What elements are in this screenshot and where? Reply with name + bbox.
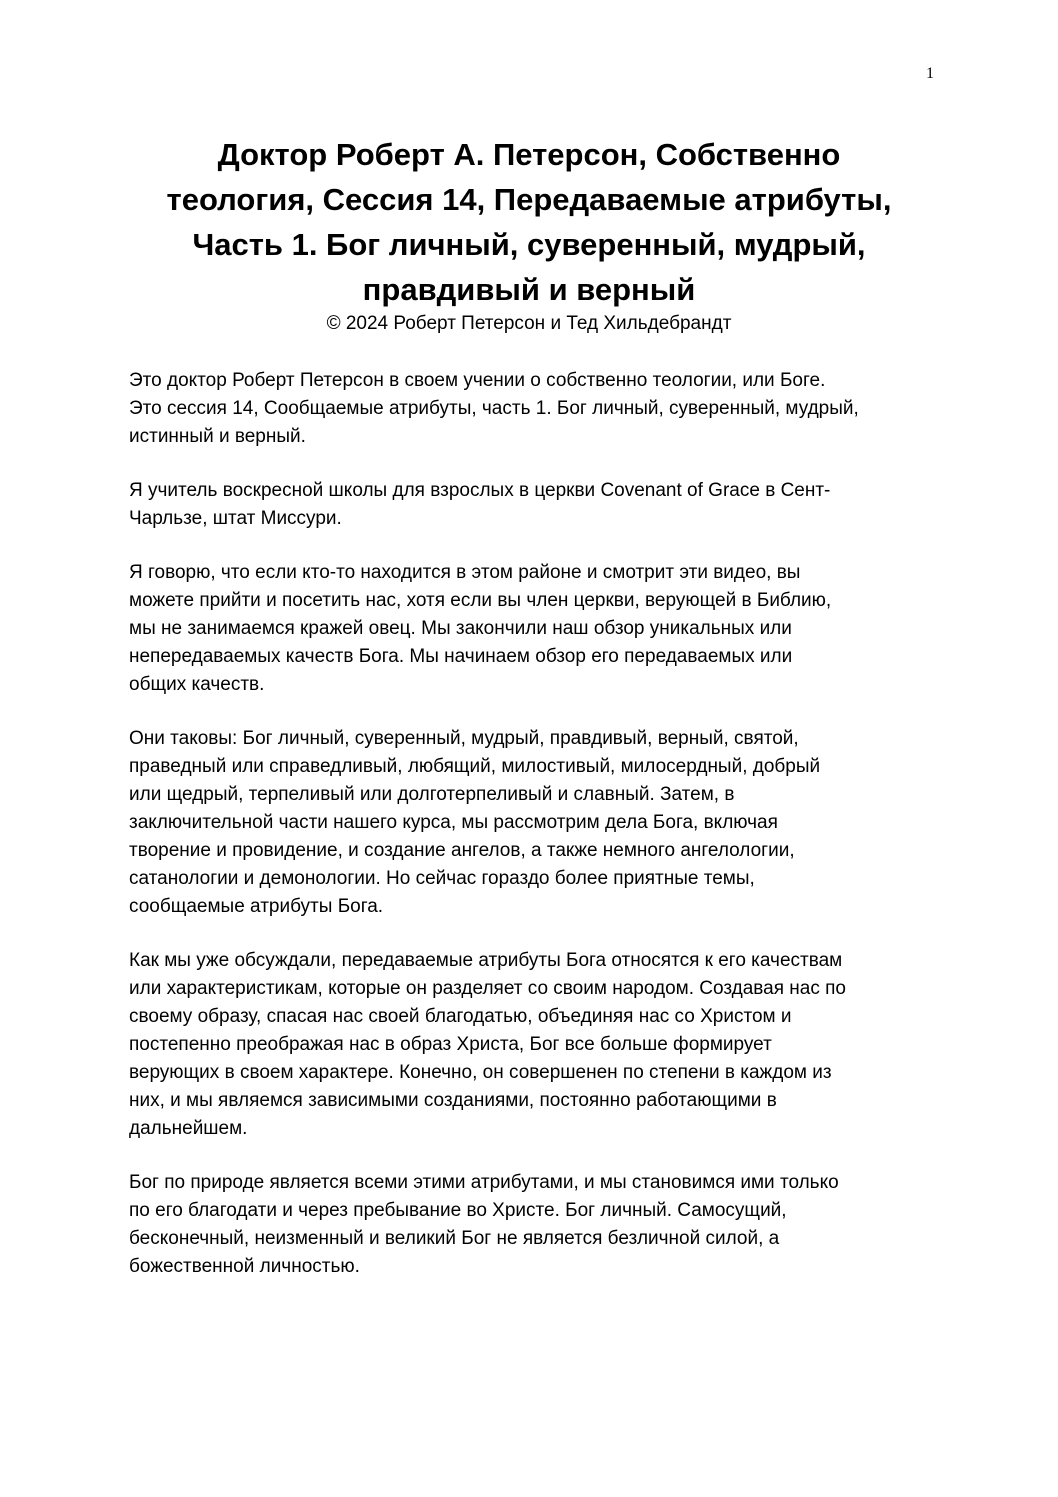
body-paragraph (129, 477, 929, 533)
page-number: 1 (926, 65, 934, 82)
paragraph-line: сообщаемые атрибуты Бога. (129, 896, 384, 917)
paragraph-line: Это сессия 14, Сообщаемые атрибуты, часть 1. Бог личный, суверенный, мудрый, (129, 398, 859, 419)
title-line: правдивый и верный (362, 272, 696, 307)
body-paragraph (129, 1169, 929, 1281)
paragraph-line: сатанологии и демонологии. Но сейчас гораздо более приятные темы, (129, 868, 755, 889)
title-line: Часть 1. Бог личный, суверенный, мудрый, (192, 227, 866, 262)
paragraph-line: них, и мы являемся зависимыми созданиями, постоянно работающими в (129, 1090, 777, 1111)
paragraph-line: можете прийти и посетить нас, хотя если вы член церкви, верующей в Библию, (129, 590, 832, 611)
body-paragraph (129, 367, 929, 451)
paragraph-line: заключительной части нашего курса, мы рассмотрим дела Бога, включая (129, 812, 778, 833)
body-paragraph (129, 725, 929, 921)
paragraph-line: Я учитель воскресной школы для взрослых в церкви Covenant of Grace в Сент- (129, 480, 831, 501)
paragraph-line: Они таковы: Бог личный, суверенный, мудрый, правдивый, верный, святой, (129, 728, 799, 749)
document-title (129, 132, 929, 312)
paragraph-line: непередаваемых качеств Бога. Мы начинаем обзор его передаваемых или (129, 646, 793, 667)
title-line: теология, Сессия 14, Передаваемые атрибуты, (166, 182, 892, 217)
paragraph-line: праведный или справедливый, любящий, милостивый, милосердный, добрый (129, 756, 821, 777)
body-paragraph (129, 947, 929, 1143)
title-line: Доктор Роберт А. Петерсон, Собственно (217, 137, 841, 172)
paragraph-line: дальнейшем. (129, 1118, 248, 1139)
paragraph-line: постепенно преображая нас в образ Христа, Бог все больше формирует (129, 1034, 772, 1055)
paragraph-line: общих качеств. (129, 674, 265, 695)
paragraph-line: по его благодати и через пребывание во Христе. Бог личный. Самосущий, (129, 1200, 787, 1221)
paragraph-line: Как мы уже обсуждали, передаваемые атрибуты Бога относятся к его качествам (129, 950, 843, 971)
paragraph-line: Бог по природе является всеми этими атрибутами, и мы становимся ими только (129, 1172, 839, 1193)
paragraph-line: верующих в своем характере. Конечно, он совершенен по степени в каждом из (129, 1062, 832, 1083)
paragraph-line: бесконечный, неизменный и великий Бог не является безличной силой, а (129, 1228, 780, 1249)
paragraph-line: или характеристикам, которые он разделяет со своим народом. Создавая нас по (129, 978, 846, 999)
paragraph-line: или щедрый, терпеливый или долготерпеливый и славный. Затем, в (129, 784, 735, 805)
paragraph-line: Чарльзе, штат Миссури. (129, 508, 342, 529)
paragraph-line: Я говорю, что если кто-то находится в этом районе и смотрит эти видео, вы (129, 562, 801, 583)
paragraph-line: мы не занимаемся кражей овец. Мы закончили наш обзор уникальных или (129, 618, 792, 639)
copyright-notice: © 2024 Роберт Петерсон и Тед Хильдебрандт (326, 313, 732, 334)
paragraph-line: истинный и верный. (129, 426, 306, 447)
paragraph-line: Это доктор Роберт Петерсон в своем учении о собственно теологии, или Боге. (129, 370, 826, 391)
body-paragraph (129, 559, 929, 699)
document-body (129, 367, 929, 1307)
paragraph-line: своему образу, спасая нас своей благодатью, объединяя нас со Христом и (129, 1006, 792, 1027)
paragraph-line: божественной личностью. (129, 1256, 360, 1277)
paragraph-line: творение и провидение, и создание ангелов, а также немного ангелологии, (129, 840, 795, 861)
